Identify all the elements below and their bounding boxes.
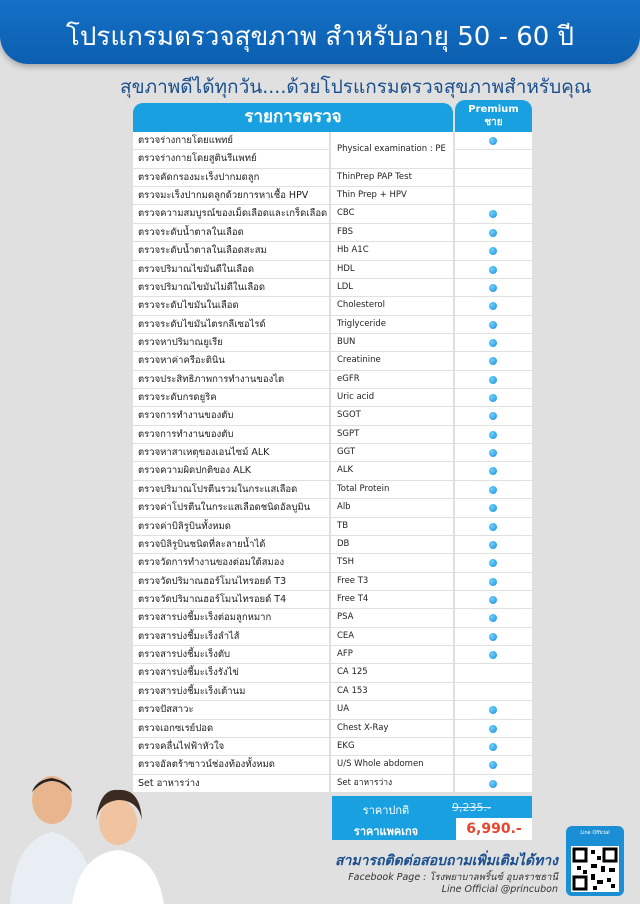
premium-cell (455, 205, 532, 222)
test-name: ตรวจวัดปริมาณฮอร์โมนไทรอยด์ T3 (133, 573, 329, 590)
checkup-table (133, 103, 532, 793)
premium-cell (455, 701, 532, 718)
table-row (133, 554, 532, 572)
contact-title: สามารถติดต่อสอบถามเพิ่มเติมได้ทาง (335, 853, 558, 869)
test-name: ตรวจคลื่นไฟฟ้าหัวใจ (133, 738, 329, 755)
test-code: CBC (331, 205, 453, 222)
included-dot-icon (489, 284, 497, 292)
header-banner (0, 0, 640, 64)
test-name: ตรวจปัสสาวะ (133, 701, 329, 718)
included-dot-icon (489, 541, 497, 549)
included-dot-icon (489, 504, 497, 512)
included-dot-icon (489, 357, 497, 365)
qr-label: Line Official (580, 830, 610, 836)
test-name: ตรวจปริมาณไขมันดีในเลือด (133, 261, 329, 278)
premium-cell (455, 609, 532, 626)
facebook-page[interactable]: Facebook Page : โรงพยาบาลพริ้นซ์ อุบลราชธานี (348, 872, 558, 883)
test-code: ThinPrep PAP Test (331, 169, 453, 186)
test-code: TB (331, 518, 453, 535)
included-dot-icon (489, 394, 497, 402)
included-dot-icon (489, 339, 497, 347)
table-row (133, 536, 532, 554)
page-title: โปรแกรมตรวจสุขภาพ สำหรับอายุ 50 - 60 ปี (65, 22, 575, 52)
included-dot-icon (489, 321, 497, 329)
premium-cell (455, 261, 532, 278)
table-row (133, 169, 532, 187)
test-code: GGT (331, 444, 453, 461)
included-dot-icon (489, 761, 497, 769)
test-code: Free T4 (331, 591, 453, 608)
included-dot-icon (489, 449, 497, 457)
column-header-premium (455, 100, 532, 132)
premium-cell (455, 352, 532, 369)
table-row (133, 426, 532, 444)
premium-cell (455, 297, 532, 314)
test-code: FBS (331, 224, 453, 241)
test-code: eGFR (331, 371, 453, 388)
included-dot-icon (489, 633, 497, 641)
test-name: ตรวจระดับกรดยูริค (133, 389, 329, 406)
test-code: Alb (331, 499, 453, 516)
premium-cell (455, 499, 532, 516)
test-code: Uric acid (331, 389, 453, 406)
premium-cell (455, 720, 532, 737)
table-row (133, 316, 532, 334)
test-code: SGOT (331, 407, 453, 424)
included-dot-icon (489, 376, 497, 384)
included-dot-icon (489, 137, 497, 145)
price-box (332, 796, 532, 840)
included-dot-icon (489, 743, 497, 751)
table-row (133, 334, 532, 352)
line-qr-card[interactable] (566, 826, 624, 896)
test-code: CA 125 (331, 664, 453, 681)
included-dot-icon (489, 651, 497, 659)
included-dot-icon (489, 780, 497, 788)
premium-cell (455, 683, 532, 700)
normal-price-value: 9,235.- (452, 801, 491, 814)
table-row (133, 573, 532, 591)
test-name: ตรวจค่าโปรตีนในกระแสเลือดชนิดอัลบูมิน (133, 499, 329, 516)
test-name: ตรวจความสมบูรณ์ของเม็ดเลือดและเกร็ดเลือด (133, 205, 329, 222)
table-row (133, 352, 532, 370)
test-name: ตรวจปริมาณไขมันไม่ดีในเลือด (133, 279, 329, 296)
pe-code: Physical examination : PE (331, 132, 453, 168)
test-code: PSA (331, 609, 453, 626)
test-name: ตรวจระดับไขมันในเลือด (133, 297, 329, 314)
table-row (133, 591, 532, 609)
test-code: ALK (331, 462, 453, 479)
premium-cell (455, 279, 532, 296)
table-row (133, 481, 532, 499)
included-dot-icon (489, 412, 497, 420)
package-price-label: ราคาแพคเกจ (353, 825, 419, 838)
test-code: HDL (331, 261, 453, 278)
test-name: ตรวจค่าบิลิรูบินทั้งหมด (133, 518, 329, 535)
test-name: ตรวจหาสาเหตุของเอนไซม์ ALK (133, 444, 329, 461)
premium-cell (455, 132, 532, 149)
table-row (133, 389, 532, 407)
included-dot-icon (489, 266, 497, 274)
table-row (133, 609, 532, 627)
test-name: ตรวจสารบ่งชี้มะเร็งตับ (133, 646, 329, 663)
test-code: Creatinine (331, 352, 453, 369)
test-name: ตรวจการทำงานของตับ (133, 426, 329, 443)
test-code: DB (331, 536, 453, 553)
premium-cell (455, 756, 532, 773)
premium-cell (455, 481, 532, 498)
test-name: ตรวจความผิดปกติของ ALK (133, 462, 329, 479)
table-row (133, 205, 532, 223)
test-code: BUN (331, 334, 453, 351)
test-name: ตรวจร่างกายโดยแพทย์ (133, 132, 329, 149)
premium-cell (455, 646, 532, 663)
premium-cell (455, 426, 532, 443)
test-name: ตรวจหาปริมาณยูเรีย (133, 334, 329, 351)
included-dot-icon (489, 247, 497, 255)
test-name: Set อาหารว่าง (133, 775, 329, 792)
test-name: ตรวจสารบ่งชี้มะเร็งลำไส้ (133, 628, 329, 645)
test-code: SGPT (331, 426, 453, 443)
table-row (133, 646, 532, 664)
included-dot-icon (489, 706, 497, 714)
package-price-value: 6,990.- (466, 821, 522, 837)
test-code: CEA (331, 628, 453, 645)
qr-code-icon (571, 846, 619, 892)
table-row (133, 224, 532, 242)
premium-cell (455, 462, 532, 479)
included-dot-icon (489, 725, 497, 733)
contact-info (335, 850, 558, 896)
table-row (133, 683, 532, 701)
table-row (133, 720, 532, 738)
subtitle: สุขภาพดีได้ทุกวัน....ด้วยโปรแกรมตรวจสุขภาพสำหรับคุณ (120, 76, 592, 98)
test-code: EKG (331, 738, 453, 755)
test-code: CA 153 (331, 683, 453, 700)
test-name: ตรวจสารบ่งชี้มะเร็งรังไข่ (133, 664, 329, 681)
test-name: ตรวจประสิทธิภาพการทำงานของไต (133, 371, 329, 388)
line-official[interactable]: Line Official @princubon (441, 884, 558, 895)
table-body (133, 132, 532, 793)
table-row (133, 297, 532, 315)
table-row (133, 242, 532, 260)
test-name: ตรวจการทำงานของตับ (133, 407, 329, 424)
test-name: ตรวจมะเร็งปากมดลูกด้วยการหาเชื้อ HPV (133, 187, 329, 204)
included-dot-icon (489, 559, 497, 567)
premium-cell (455, 242, 532, 259)
test-code: TSH (331, 554, 453, 571)
premium-cell (455, 407, 532, 424)
premium-cell (455, 371, 532, 388)
test-name: ตรวจหาค่าครีอะตินิน (133, 352, 329, 369)
premium-cell (455, 573, 532, 590)
test-code: Set อาหารว่าง (331, 775, 453, 792)
test-code: Triglyceride (331, 316, 453, 333)
premium-cell (455, 628, 532, 645)
premium-cell (455, 224, 532, 241)
table-row (133, 407, 532, 425)
table-row (133, 701, 532, 719)
premium-cell (455, 738, 532, 755)
table-row (133, 664, 532, 682)
premium-cell (455, 664, 532, 681)
premium-cell (455, 554, 532, 571)
included-dot-icon (489, 210, 497, 218)
included-dot-icon (489, 614, 497, 622)
included-dot-icon (489, 229, 497, 237)
test-code: LDL (331, 279, 453, 296)
table-row (133, 499, 532, 517)
test-name: ตรวจวัดปริมาณฮอร์โมนไทรอยด์ T4 (133, 591, 329, 608)
table-header (133, 103, 532, 132)
test-code: Hb A1C (331, 242, 453, 259)
test-name: ตรวจระดับน้ำตาลในเลือด (133, 224, 329, 241)
test-name: ตรวจคัดกรองมะเร็งปากมดลูก (133, 169, 329, 186)
test-code: Total Protein (331, 481, 453, 498)
premium-cell (455, 334, 532, 351)
premium-gender-label: ชาย (484, 117, 503, 128)
included-dot-icon (489, 486, 497, 494)
included-dot-icon (489, 596, 497, 604)
test-code: Thin Prep + HPV (331, 187, 453, 204)
included-dot-icon (489, 302, 497, 310)
premium-label: Premium (468, 104, 519, 115)
test-name: ตรวจสารบ่งชี้มะเร็งเต้านม (133, 683, 329, 700)
test-name: ตรวจบิลิรูบินชนิดที่ละลายน้ำได้ (133, 536, 329, 553)
test-code: Chest X-Ray (331, 720, 453, 737)
included-dot-icon (489, 578, 497, 586)
table-row (133, 187, 532, 205)
test-name: ตรวจระดับน้ำตาลในเลือดสะสม (133, 242, 329, 259)
column-header-items: รายการตรวจ (133, 103, 453, 132)
premium-cell (455, 518, 532, 535)
test-code: Free T3 (331, 573, 453, 590)
normal-price-label: ราคาปกติ (362, 804, 410, 817)
included-dot-icon (489, 431, 497, 439)
premium-cell (455, 187, 532, 204)
premium-cell (455, 591, 532, 608)
premium-cell (455, 150, 532, 167)
test-code: UA (331, 701, 453, 718)
included-dot-icon (489, 467, 497, 475)
table-row (133, 261, 532, 279)
couple-photo (0, 770, 200, 904)
premium-cell (455, 775, 532, 792)
table-row (133, 628, 532, 646)
table-row (133, 279, 532, 297)
table-row (133, 738, 532, 756)
premium-cell (455, 169, 532, 186)
test-code: Cholesterol (331, 297, 453, 314)
test-code: U/S Whole abdomen (331, 756, 453, 773)
test-name: ตรวจระดับไขมันไตรกลีเซอไรด์ (133, 316, 329, 333)
test-name: ตรวจปริมาณโปรตีนรวมในกระแสเลือด (133, 481, 329, 498)
premium-cell (455, 444, 532, 461)
table-row (133, 518, 532, 536)
test-name: ตรวจเอกซเรย์ปอด (133, 720, 329, 737)
premium-cell (455, 536, 532, 553)
included-dot-icon (489, 523, 497, 531)
test-name: ตรวจสารบ่งชี้มะเร็งต่อมลูกหมาก (133, 609, 329, 626)
table-row (133, 371, 532, 389)
premium-cell (455, 389, 532, 406)
premium-cell (455, 316, 532, 333)
package-price-box (456, 818, 532, 840)
table-row (133, 462, 532, 480)
test-name: ตรวจร่างกายโดยสูตินรีแพทย์ (133, 150, 329, 167)
table-row (133, 444, 532, 462)
test-name: ตรวจอัลตร้าซาวน์ช่องท้องทั้งหมด (133, 756, 329, 773)
test-code: AFP (331, 646, 453, 663)
test-name: ตรวจวัดการทำงานของต่อมใต้สมอง (133, 554, 329, 571)
